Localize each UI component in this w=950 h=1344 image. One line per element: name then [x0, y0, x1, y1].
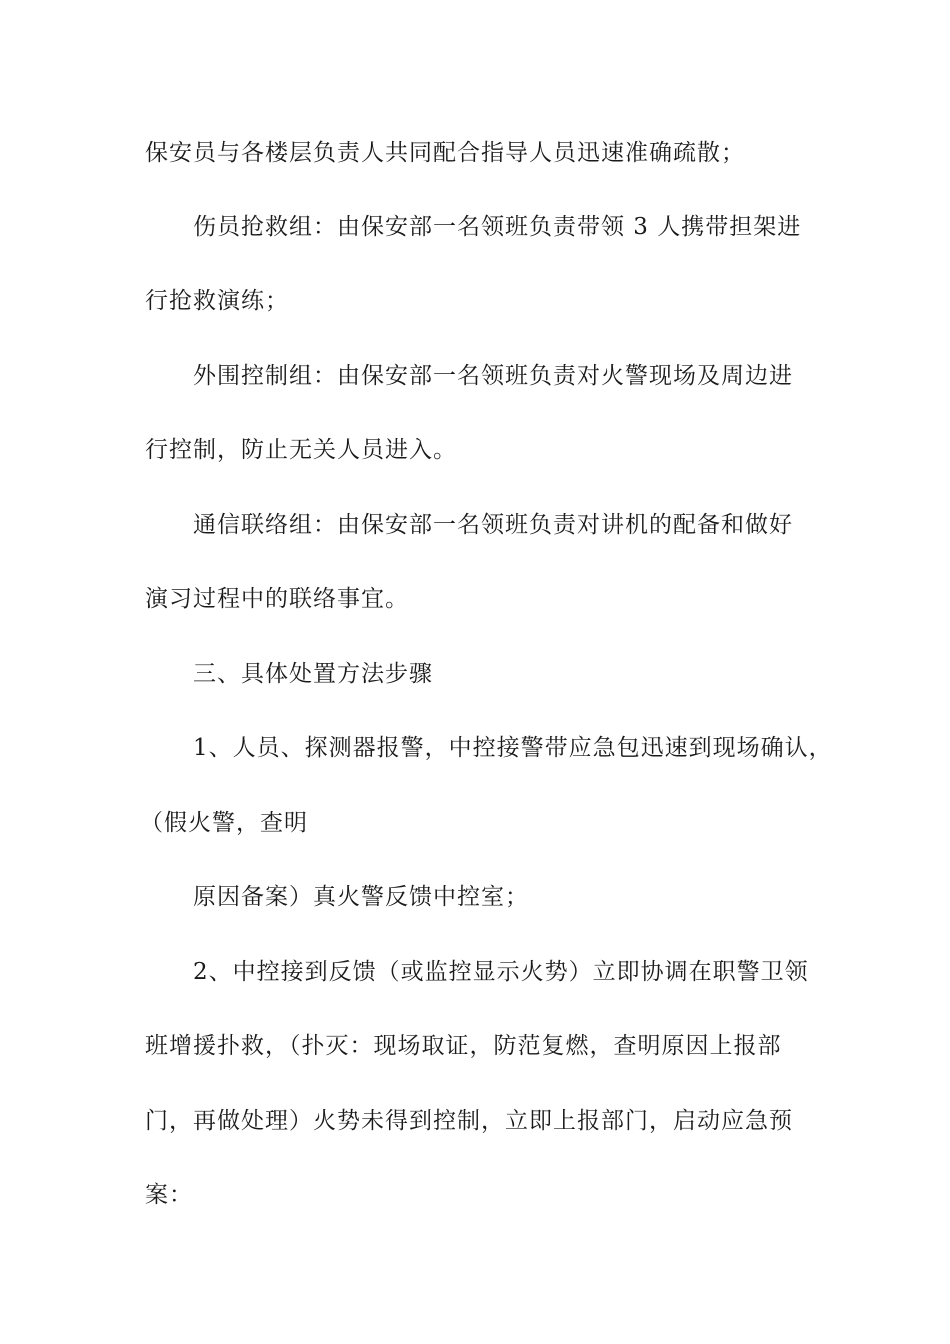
body-line-15: 案： [145, 1182, 193, 1208]
body-line-13: 班增援扑救，（扑灭：现场取证，防范复燃，查明原因上报部 [145, 1033, 782, 1059]
body-line-6: 通信联络组：由保安部一名领班负责对讲机的配备和做好 [193, 512, 793, 538]
body-line-11: 原因备案）真火警反馈中控室； [193, 884, 529, 910]
body-line-3: 行抢救演练； [145, 288, 289, 314]
body-line-7: 演习过程中的联络事宜。 [145, 586, 409, 612]
section-heading: 三、具体处置方法步骤 [193, 661, 433, 687]
body-line-10: （假火警，查明 [140, 810, 308, 836]
body-line-2: 伤员抢救组：由保安部一名领班负责带领 3 人携带担架进 [193, 214, 802, 240]
body-line-5: 行控制，防止无关人员进入。 [145, 437, 457, 463]
body-line-9: 1、人员、探测器报警，中控接警带应急包迅速到现场确认， [193, 735, 833, 761]
body-line-12: 2、中控接到反馈（或监控显示火势）立即协调在职警卫领 [193, 959, 809, 985]
body-line-1: 保安员与各楼层负责人共同配合指导人员迅速准确疏散； [145, 140, 745, 166]
body-line-14: 门，再做处理）火势未得到控制，立即上报部门，启动应急预 [145, 1108, 793, 1134]
body-line-4: 外围控制组：由保安部一名领班负责对火警现场及周边进 [193, 363, 793, 389]
